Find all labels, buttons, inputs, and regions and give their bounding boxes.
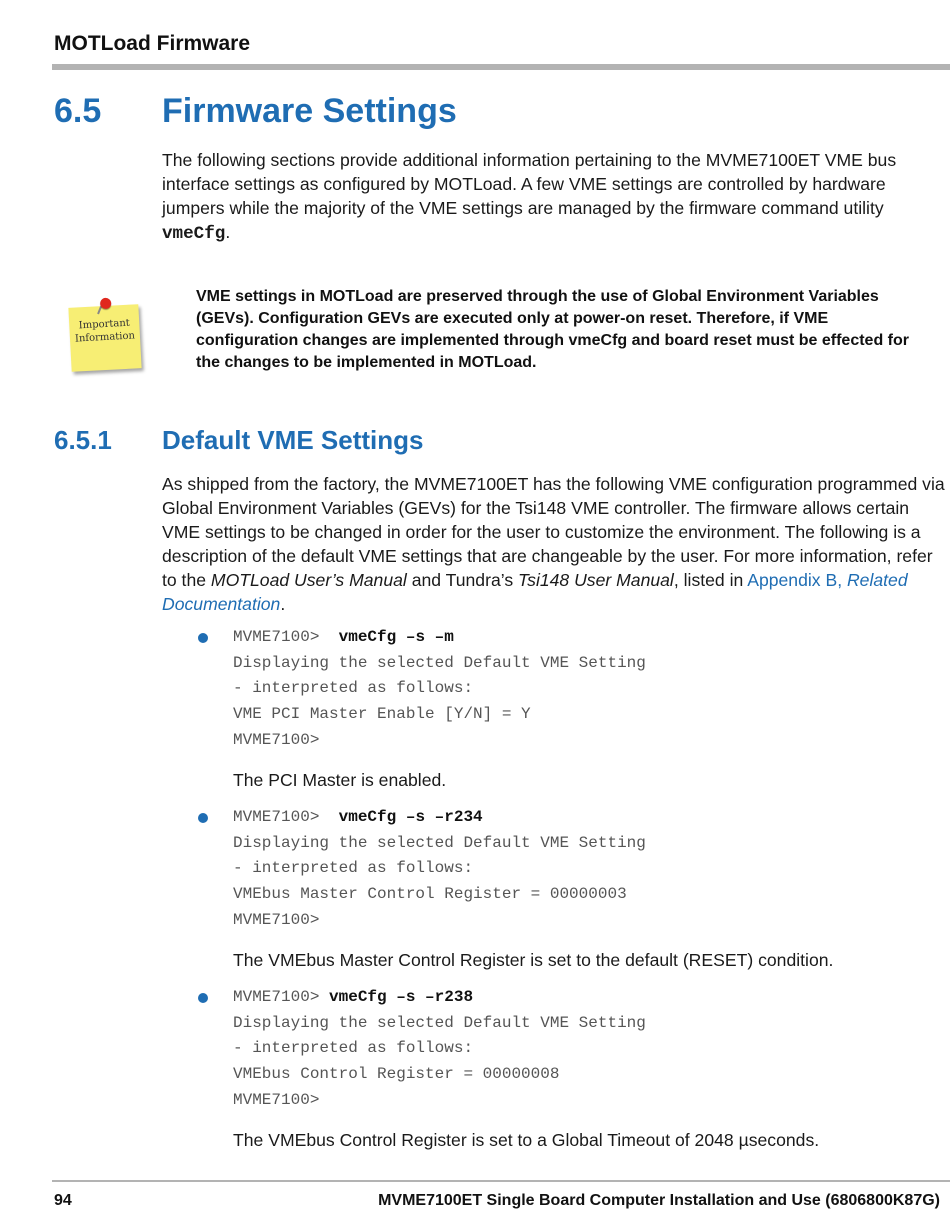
subsection-heading: [54, 425, 934, 456]
important-note-text: VME settings in MOTLoad are preserved through the use of Global Environment Variables (GEVs). Configuration GEVs are executed only at power-on reset. Therefore, if VME configuration changes are implemented through vmeCfg and board reset must be effected for the changes to be implemented in MOTLoad.: [196, 288, 909, 371]
code-prompt: MVME7100>: [233, 628, 339, 646]
code-line: Displaying the selected Default VME Setting: [233, 1013, 646, 1032]
result-text-2: The VMEbus Master Control Register is set to the default (RESET) condition.: [233, 950, 834, 970]
document-title: MVME7100ET Single Board Computer Installation and Use (6806800K87G): [378, 1192, 940, 1209]
section-number: 6.5: [54, 92, 102, 130]
intro-code: vmeCfg: [162, 224, 226, 244]
para-text-a: As shipped from the factory, the MVME7100ET has the following VME configuration programmed via Global Environment Variables (GEVs) for the Tsi148 VME controller. The firmware allows certain VME settings to be changed in order for the user to customize the environment. The following is a description of the default VME settings that are changeable by the user. For more information, refer to the: [162, 474, 945, 590]
code-line: MVME7100>: [233, 730, 320, 749]
bullet-icon: [198, 633, 208, 643]
manual-title-tsi148: Tsi148 User Manual: [518, 570, 674, 590]
bullet-icon: [198, 993, 208, 1003]
code-block-2: [233, 805, 933, 934]
subsection-title: Default VME Settings: [162, 425, 424, 455]
para-text-b: and Tundra’s: [406, 570, 519, 590]
code-line: VME PCI Master Enable [Y/N] = Y: [233, 705, 531, 724]
result-text-1: The PCI Master is enabled.: [233, 770, 447, 790]
default-settings-paragraph: [162, 472, 946, 616]
section-title: Firmware Settings: [162, 92, 457, 130]
intro-paragraph: [162, 148, 946, 246]
intro-text: The following sections provide additional information pertaining to the MVME7100ET VME bus interface settings as configured by MOTLoad. A few VME settings are controlled by hardware jumpers while the majority of the VME settings are managed by the firmware command utility: [162, 150, 897, 218]
section-heading: [54, 92, 934, 131]
code-line: MVME7100>: [233, 1090, 320, 1109]
note-icon-label: Important Information: [74, 317, 136, 345]
running-header: MOTLoad Firmware: [54, 32, 251, 55]
related-documentation-link[interactable]: Related Documentation: [162, 570, 908, 614]
header-rule: [52, 64, 950, 70]
code-line: Displaying the selected Default VME Setting: [233, 833, 646, 852]
code-line: VMEbus Master Control Register = 00000003: [233, 885, 627, 904]
code-line: - interpreted as follows:: [233, 1039, 474, 1058]
code-line: - interpreted as follows:: [233, 859, 474, 878]
important-information-icon: [68, 304, 141, 372]
code-line: - interpreted as follows:: [233, 679, 474, 698]
para-text-d: .: [280, 594, 286, 614]
push-pin-icon: [100, 298, 112, 310]
para-text-c: , listed in: [673, 570, 748, 590]
page-number: 94: [54, 1192, 72, 1209]
code-command: vmeCfg –s –m: [338, 628, 454, 646]
code-command: vmeCfg –s –r234: [338, 808, 483, 826]
code-line: MVME7100>: [233, 910, 320, 929]
subsection-number: 6.5.1: [54, 425, 112, 455]
code-line: VMEbus Control Register = 00000008: [233, 1065, 560, 1084]
result-text-3: The VMEbus Control Register is set to a Global Timeout of 2048 µseconds.: [233, 1130, 820, 1150]
appendix-link[interactable]: Appendix B,: [747, 570, 847, 590]
code-command: vmeCfg –s –r238: [329, 988, 474, 1006]
footer-rule: [52, 1180, 950, 1182]
bullet-icon: [198, 813, 208, 823]
code-block-3: [233, 985, 933, 1114]
code-block-1: [233, 625, 933, 754]
code-prompt: MVME7100>: [233, 988, 330, 1006]
intro-end: .: [225, 222, 231, 242]
manual-title-motload: MOTLoad User’s Manual: [210, 570, 407, 590]
code-prompt: MVME7100>: [233, 808, 339, 826]
code-line: Displaying the selected Default VME Setting: [233, 653, 646, 672]
